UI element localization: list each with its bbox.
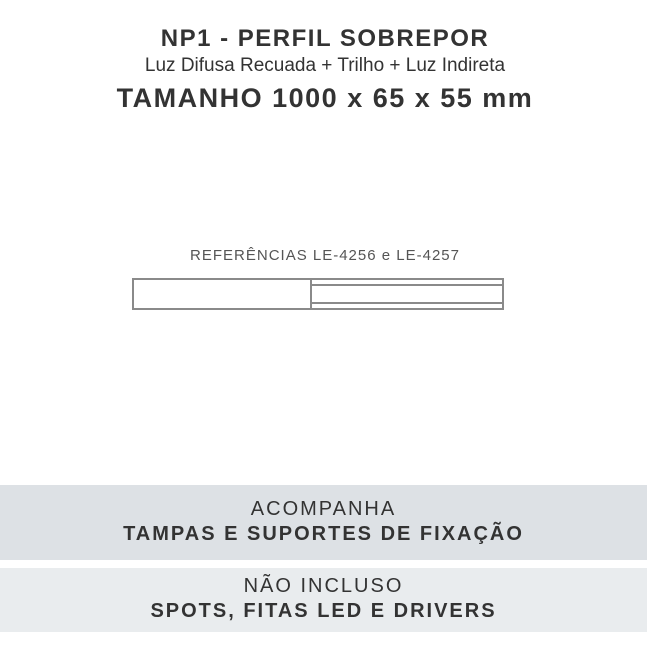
profile-drawing	[132, 277, 506, 312]
product-title: NP1 - PERFIL SOBREPOR	[160, 25, 490, 52]
references-label: REFERÊNCIAS LE-4256 e LE-4257	[190, 247, 460, 264]
not-included-items: SPOTS, FITAS LED E DRIVERS	[150, 600, 497, 622]
product-subtitle: Luz Difusa Recuada + Trilho + Luz Indireta	[144, 55, 506, 76]
included-heading: ACOMPANHA	[250, 498, 397, 520]
not-included-heading: NÃO INCLUSO	[243, 575, 404, 597]
profile-track-outline	[311, 285, 503, 303]
product-header	[0, 24, 650, 118]
product-size: TAMANHO 1000 x 65 x 55 mm	[116, 83, 534, 113]
included-section	[0, 485, 647, 560]
not-included-section	[0, 568, 647, 632]
profile-outer-outline	[133, 279, 503, 309]
included-items: TAMPAS E SUPORTES DE FIXAÇÃO	[123, 523, 524, 545]
